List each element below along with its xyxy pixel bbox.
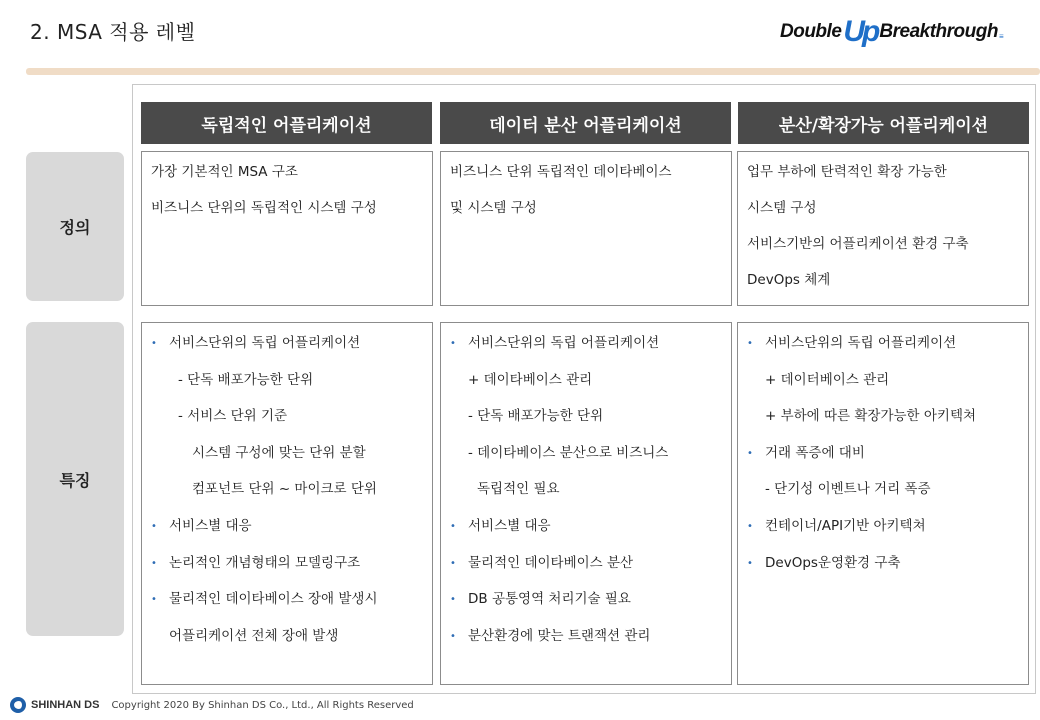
features-box-data-distributed <box>440 322 732 685</box>
feature-line <box>450 591 731 628</box>
feature-text: 독립적인 필요 <box>477 481 560 498</box>
definition-line: 비즈니스 단위 독립적인 데이타베이스 <box>450 164 672 180</box>
footer <box>10 695 414 715</box>
feature-line <box>151 518 432 555</box>
feature-text: 서비스단위의 독립 어플리케이션 <box>169 335 361 351</box>
logo-up-mark: Up <box>843 15 878 48</box>
feature-line <box>151 335 432 372</box>
feature-text: 서비스단위의 독립 어플리케이션 <box>765 335 957 351</box>
feature-line <box>450 372 731 409</box>
feature-line <box>450 408 731 445</box>
feature-line <box>151 555 432 592</box>
row-label-features: 특징 <box>26 322 124 636</box>
feature-line <box>151 372 432 409</box>
feature-line <box>747 408 1028 445</box>
feature-line <box>450 628 731 665</box>
feature-line <box>747 481 1028 518</box>
feature-line <box>747 335 1028 372</box>
feature-text: 서비스별 대응 <box>169 517 252 534</box>
definition-box-independent <box>141 151 433 306</box>
column-header-independent-app: 독립적인 어플리케이션 <box>141 102 432 144</box>
feature-text: DB 공통영역 처리기술 필요 <box>468 591 631 608</box>
feature-text: - 단독 배포가능한 단위 <box>178 371 314 388</box>
feature-text: 물리적인 데이타베이스 분산 <box>468 554 634 571</box>
definition-box-scalable <box>737 151 1029 306</box>
feature-line <box>151 408 432 445</box>
feature-line <box>450 555 731 592</box>
feature-line <box>450 518 731 555</box>
feature-line <box>151 445 432 482</box>
definition-line: 업무 부하에 탄력적인 확장 가능한 <box>747 164 947 180</box>
feature-text: + 데이터베이스 관리 <box>765 371 890 388</box>
definition-line: 시스템 구성 <box>747 200 817 216</box>
logo-word-double: Double <box>780 21 842 42</box>
feature-text: + 데이타베이스 관리 <box>468 371 593 388</box>
feature-text: 거래 폭증에 대비 <box>765 444 865 461</box>
features-box-scalable <box>737 322 1029 685</box>
footer-copyright: Copyright 2020 By Shinhan DS Co., Ltd., All Rights Reserved <box>111 699 414 711</box>
feature-text: 어플리케이션 전체 장애 발생 <box>169 627 339 644</box>
title-divider <box>26 68 1040 75</box>
feature-text: DevOps운영환경 구축 <box>765 554 901 571</box>
row-label-definition: 정의 <box>26 152 124 301</box>
feature-text: 논리적인 개념형태의 모델링구조 <box>169 554 361 571</box>
feature-text: - 서비스 단위 기준 <box>178 408 288 425</box>
features-box-independent <box>141 322 433 685</box>
feature-text: - 단독 배포가능한 단위 <box>468 408 604 425</box>
column-header-scalable-app: 분산/확장가능 어플리케이션 <box>738 102 1029 144</box>
feature-line <box>151 591 432 628</box>
feature-text: - 단기성 이벤트나 거리 폭증 <box>765 481 931 498</box>
feature-text: 시스템 구성에 맞는 단위 분할 <box>192 444 366 461</box>
feature-line <box>450 445 731 482</box>
feature-text: 서비스단위의 독립 어플리케이션 <box>468 335 660 351</box>
feature-line <box>450 335 731 372</box>
footer-brand: SHINHAN DS <box>31 699 100 711</box>
feature-line <box>747 518 1028 555</box>
shinhan-logo-icon <box>10 697 26 713</box>
feature-line <box>151 481 432 518</box>
slide-title: 2. MSA 적용 레벨 <box>30 20 196 44</box>
feature-text: 서비스별 대응 <box>468 517 551 534</box>
definition-line: 가장 기본적인 MSA 구조 <box>151 164 298 180</box>
definition-line: 및 시스템 구성 <box>450 200 537 216</box>
feature-line <box>747 445 1028 482</box>
feature-line <box>747 555 1028 592</box>
feature-text: + 부하에 따른 확장가능한 아키텍쳐 <box>765 408 977 425</box>
feature-text: 물리적인 데이타베이스 장애 발생시 <box>169 591 378 608</box>
feature-text: 분산환경에 맞는 트랜잭션 관리 <box>468 627 651 644</box>
definition-line: 서비스기반의 어플리케이션 환경 구축 <box>747 236 969 252</box>
double-up-breakthrough-logo <box>780 14 1004 50</box>
definition-line: 비즈니스 단위의 독립적인 시스템 구성 <box>151 200 377 216</box>
feature-line <box>747 372 1028 409</box>
definition-box-data-distributed <box>440 151 732 306</box>
feature-line <box>450 481 731 518</box>
feature-text: - 데이타베이스 분산으로 비즈니스 <box>468 444 669 461</box>
feature-text: 컴포넌트 단위 ~ 마이크로 단위 <box>192 481 377 498</box>
feature-text: 컨테이너/API기반 아키텍쳐 <box>765 517 926 534</box>
feature-line <box>151 628 432 665</box>
logo-swoosh-icon: ≡ <box>998 31 1004 41</box>
logo-word-breakthrough: Breakthrough <box>879 21 998 42</box>
definition-line: DevOps 체계 <box>747 272 831 288</box>
column-header-data-distributed-app: 데이터 분산 어플리케이션 <box>440 102 731 144</box>
